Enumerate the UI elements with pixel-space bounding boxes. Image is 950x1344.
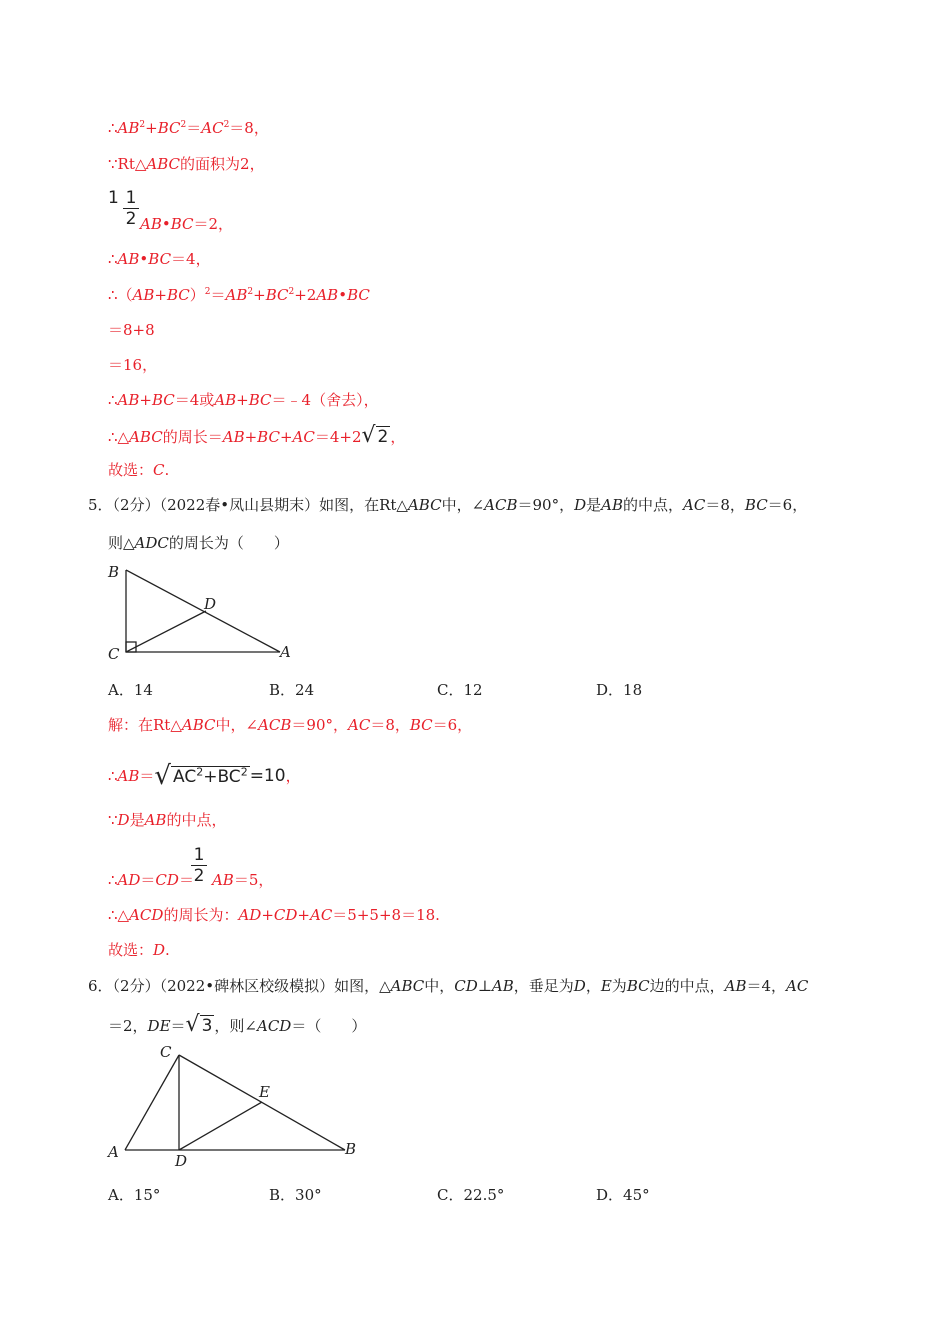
side-ac bbox=[125, 1055, 179, 1150]
solution-line-perimeter: ∴△ABC的周长＝AB+BC+AC＝4+2 √ 2 ， bbox=[108, 423, 406, 448]
question-5-line2: 则△ADC的周长为（ ） bbox=[108, 534, 289, 552]
solution-5-line5: ∴△ACD的周长为：AD+CD+AC＝5+5+8＝18. bbox=[108, 906, 440, 924]
solution-answer-prev: 故选：C. bbox=[108, 461, 170, 479]
label-d: D bbox=[204, 595, 217, 613]
solution-5-line1: 解：在Rt△ABC中，∠ACB＝90°，AC＝8，BC＝6， bbox=[108, 716, 473, 734]
question-6-line1: 6．（2分）（2022•碑林区校级模拟）如图，△ABC中，CD⊥AB，垂足为D，E为BC边的中点，AB＝4，AC bbox=[88, 977, 809, 995]
label-e: E bbox=[259, 1083, 270, 1101]
half-fraction: 1 2 bbox=[123, 188, 139, 229]
solution-line-square-sum: $\therefore(AB+BC)^2=AB^2+BC^2+2AB•BC$ bbox=[108, 286, 370, 304]
label-b: B bbox=[108, 563, 120, 581]
label-d: D bbox=[175, 1152, 188, 1170]
choice-c[interactable]: C．12 bbox=[437, 681, 483, 699]
median-cd bbox=[126, 611, 206, 652]
choice-d[interactable]: D．18 bbox=[596, 681, 643, 699]
question-6-figure bbox=[100, 1040, 365, 1170]
solution-line-half-product-text: AB•BC＝2， bbox=[140, 215, 234, 233]
choice-d[interactable]: D．45° bbox=[596, 1186, 650, 1204]
sqrt-two: √ 2 bbox=[361, 423, 389, 448]
solution-line-pythagoras: $\therefore AB^2+BC^2=AC^2=8$， bbox=[108, 119, 269, 137]
sqrt-three: √ 3 bbox=[185, 1012, 213, 1037]
solution-5-answer: 故选：D. bbox=[108, 941, 170, 959]
choice-b[interactable]: B．24 bbox=[269, 681, 315, 699]
choice-b[interactable]: B．30° bbox=[269, 1186, 322, 1204]
solution-5-line3: ∵D是AB的中点， bbox=[108, 811, 227, 829]
solution-5-line2: ∴AB＝ √ $AC^2+BC^2$ =10， bbox=[108, 761, 301, 791]
sqrt-ac-bc: √ $AC^2+BC^2$ bbox=[154, 761, 248, 791]
choice-a[interactable]: A．15° bbox=[108, 1186, 161, 1204]
solution-line-sum: ＝8+8 bbox=[108, 321, 155, 339]
question-5-figure bbox=[100, 560, 300, 665]
choice-a[interactable]: A．14 bbox=[108, 681, 153, 699]
segment-de bbox=[179, 1102, 262, 1150]
question-5-line1: 5．（2分）（2022春•凤山县期末）如图，在Rt△ABC中，∠ACB＝90°，D是AB的中点，AC＝8，BC＝6， bbox=[88, 496, 808, 514]
solution-line-area: ∵Rt△ABC的面积为2， bbox=[108, 155, 265, 173]
solution-5-line4: ∴AD＝CD＝ AB＝5， bbox=[108, 871, 274, 889]
solution-line-product: ∴AB•BC＝4， bbox=[108, 250, 211, 268]
choice-c[interactable]: C．22.5° bbox=[437, 1186, 505, 1204]
solution-line-roots: ∴AB+BC＝4或AB+BC＝﹣4（舍去）， bbox=[108, 391, 379, 409]
label-c: C bbox=[108, 645, 120, 663]
question-6-line2: ＝2，DE＝ √ 3 ，则∠ACD＝（ ） bbox=[108, 1012, 367, 1037]
label-c: C bbox=[160, 1043, 172, 1061]
label-a: A bbox=[108, 1143, 119, 1161]
label-b: B bbox=[345, 1140, 357, 1158]
label-a: A bbox=[280, 643, 291, 661]
half-fraction-2: 1 2 bbox=[191, 845, 207, 886]
solution-line-result: ＝16， bbox=[108, 356, 158, 374]
